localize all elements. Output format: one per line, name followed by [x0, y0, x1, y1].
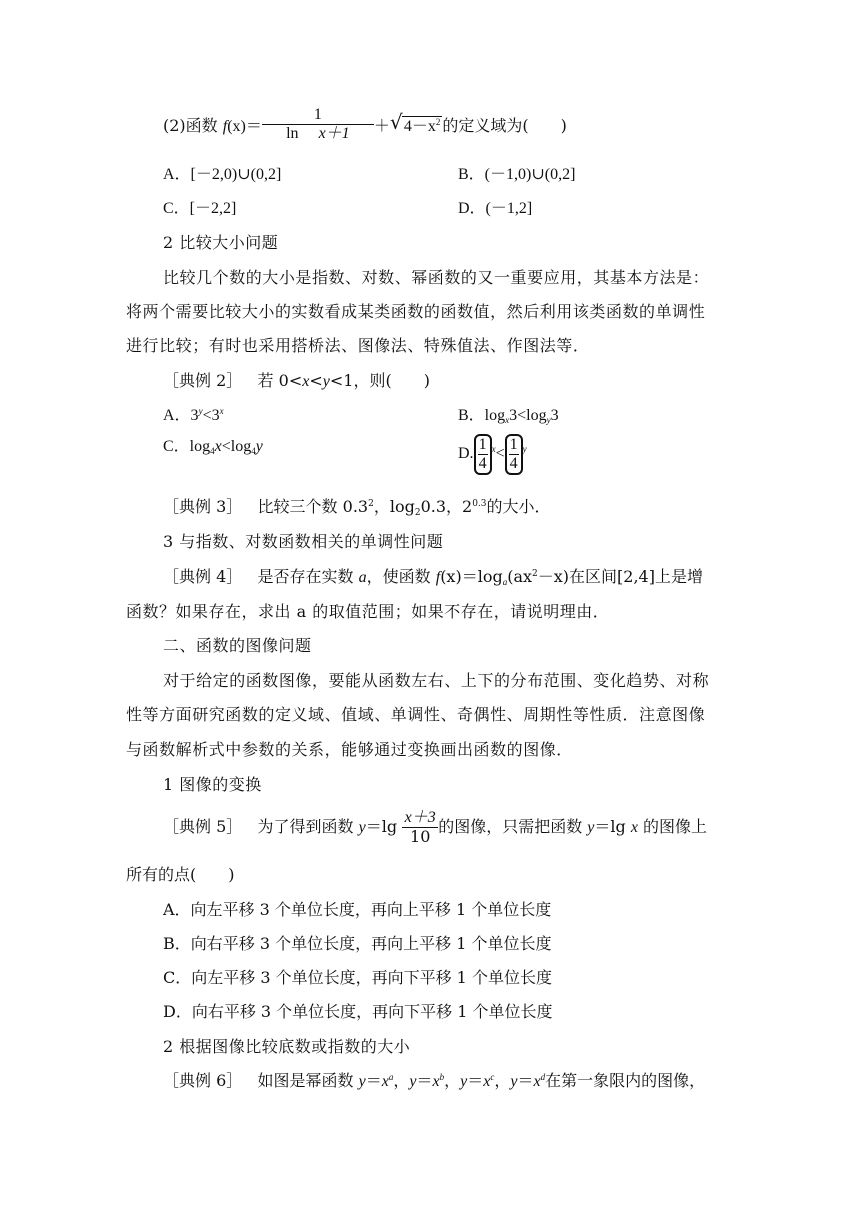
- ex5-fraction: $\frac{x+3}{10}$: [402, 809, 438, 846]
- sqrt-symbol-icon: √: [389, 110, 403, 134]
- q2-frac-den-rest: x＋1: [318, 125, 350, 142]
- q2-option-c: C．[－2,2]: [163, 200, 237, 217]
- ex4-line2: 函数？如果存在，求出 a 的取值范围；如果不存在，请说明理由．: [126, 602, 610, 621]
- ex2-option-b: B．$\log_x3<\log_y3$: [458, 407, 559, 425]
- q2-farg: (x): [227, 118, 246, 135]
- ex2-d-paren-right: $\frac{1}{4}$: [505, 434, 523, 475]
- ex4-stem: ［典例 4］ 是否存在实数 a，使函数 $f(x)=\log_a(ax^2-x)$在区间[2,4]上是增: [163, 567, 703, 587]
- ex5-option-d: D．向右平移 3 个单位长度，再向下平移 1 个单位长度: [163, 1002, 553, 1021]
- ex2-option-d: D. $\frac{1}{4}$ $^x$< $\frac{1}{4}$ $^y$: [458, 434, 527, 474]
- part2-para-line: 性等方面研究函数的定义域、值域、单调性、奇偶性、周期性等性质．注意图像: [126, 705, 706, 724]
- q2-frac-den-ln: ln: [286, 125, 299, 142]
- q2-frac-num: 1: [313, 106, 322, 123]
- q2-fraction: [262, 106, 374, 143]
- q2-sqrt-content: $4-x^2$: [403, 117, 441, 135]
- ex4-label: ［典例 4］: [163, 567, 243, 586]
- ex2-stem: ［典例 2］ 若 0<x<y<1，则( ): [163, 371, 430, 390]
- sec3-heading: 3 与指数、对数函数相关的单调性问题: [163, 532, 444, 551]
- q2-stem: [163, 108, 567, 148]
- q2-suffix: 的定义域为( ): [442, 116, 567, 135]
- sec2-para-line: 进行比较；有时也采用搭桥法、图像法、特殊值法、作图法等．: [126, 336, 590, 355]
- sub1-heading: 1 图像的变换: [163, 775, 262, 794]
- ex2-label: ［典例 2］: [163, 371, 243, 390]
- ex2-option-a: A．$3^y<3^x$: [163, 406, 224, 424]
- q2-prefix: (2)函数: [163, 116, 223, 135]
- sec2-heading: 2 比较大小问题: [163, 233, 279, 252]
- q2-plus: ＋: [373, 116, 390, 135]
- ex3-label: ［典例 3］: [163, 497, 243, 516]
- q2-eq: ＝: [245, 116, 262, 135]
- ex2-stem-b: <1，则( ): [329, 371, 430, 390]
- q2-option-b: B．(－1,0)∪(0,2]: [458, 166, 576, 183]
- ex5-label: ［典例 5］: [163, 817, 243, 836]
- q2-frac-den: [262, 125, 374, 143]
- q2-sqrt-exp: 2: [435, 117, 441, 127]
- ex5-stem: ［典例 5］ 为了得到函数 y＝lg $\frac{x+3}{10}$ 的图像，只需把函数 y＝lg x 的图像上: [163, 809, 708, 846]
- sec2-para-line: 比较几个数的大小是指数、对数、幂函数的又一重要应用，其基本方法是：: [163, 268, 710, 287]
- ex2-stem-a: 若 0<: [257, 371, 303, 390]
- q2-fname: f: [222, 118, 228, 135]
- part2-para-line: 与函数解析式中参数的关系，能够通过变换画出函数的图像．: [126, 740, 573, 759]
- q2-option-d: D．(－1,2]: [458, 200, 533, 217]
- ex5-option-c: C．向左平移 3 个单位长度，再向下平移 1 个单位长度: [163, 968, 552, 987]
- ex5-line2: 所有的点( ): [126, 865, 235, 884]
- ex6-stem: ［典例 6］ 如图是幂函数 $y=x^a$，$y=x^b$，$y=x^c$，$y=x^d$在第一象限内的图像，: [163, 1071, 706, 1090]
- ex5-option-a: A．向左平移 3 个单位长度，再向上平移 1 个单位长度: [163, 900, 552, 919]
- ex2-d-paren-left: $\frac{1}{4}$: [474, 434, 492, 475]
- ex5-option-b: B．向右平移 3 个单位长度，再向上平移 1 个单位长度: [163, 934, 552, 953]
- sec2-para-line: 将两个需要比较大小的实数看成某类函数的函数值，然后利用该类函数的单调性: [126, 302, 706, 321]
- ex3-stem: ［典例 3］ 比较三个数 $0.3^2$，$\log_20.3$，$2^{0.3}$的大小．: [163, 497, 551, 518]
- q2-option-a: A．[－2,0)∪(0,2]: [163, 166, 282, 183]
- part2-heading: 二、函数的图像问题: [163, 636, 312, 655]
- q2-sqrt: [389, 110, 443, 137]
- ex6-label: ［典例 6］: [163, 1071, 243, 1090]
- sub2-heading: 2 根据图像比较底数或指数的大小: [163, 1037, 411, 1056]
- part2-para-line: 对于给定的函数图像，要能从函数左右、上下的分布范围、变化趋势、对称: [163, 671, 710, 690]
- ex2-option-c: C．$\log_4x<\log_4y$: [163, 438, 263, 456]
